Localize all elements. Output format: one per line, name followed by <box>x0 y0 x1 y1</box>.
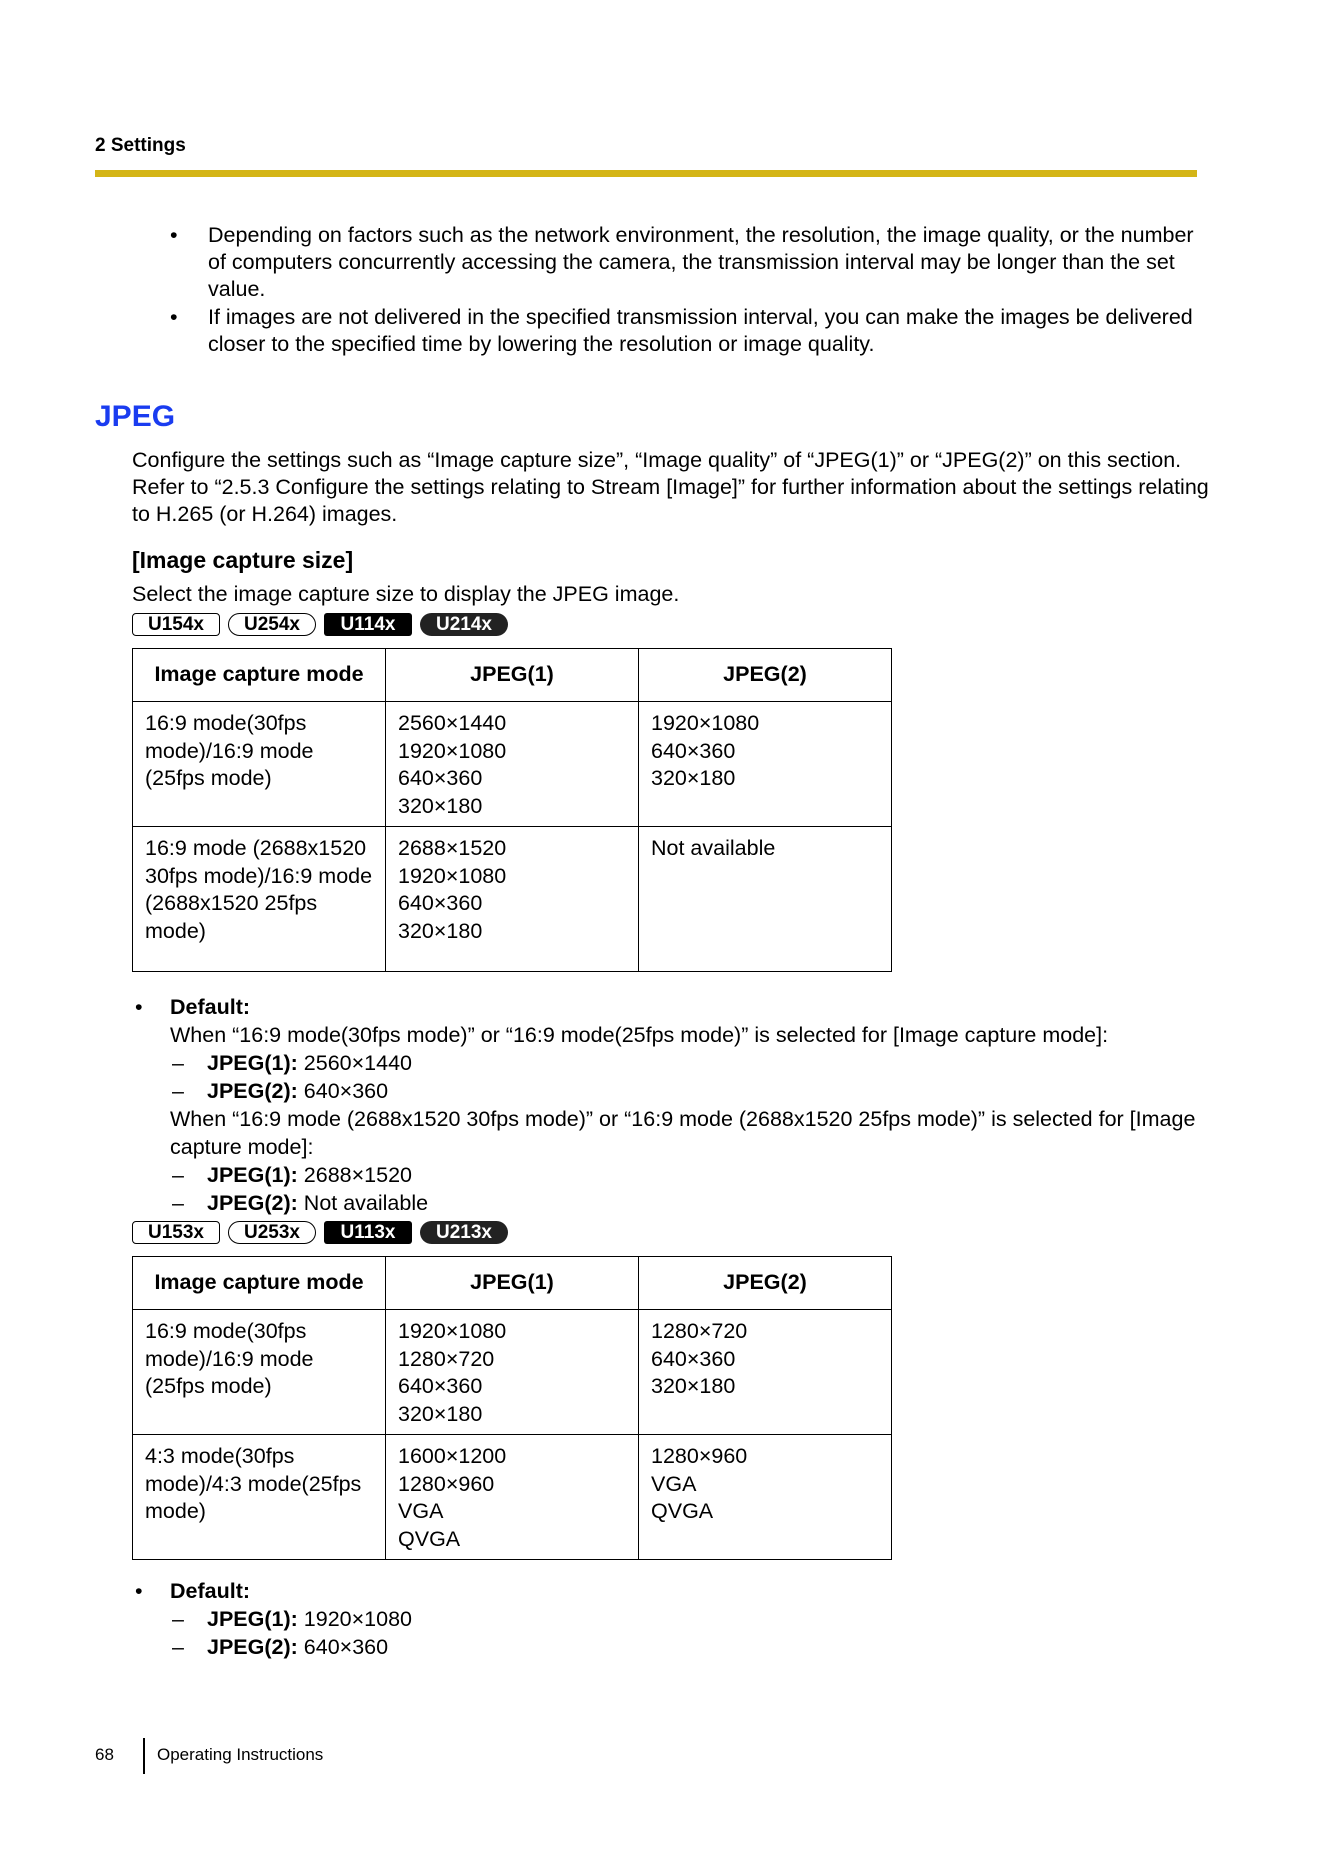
default-value: – JPEG(1): 2560×1440 <box>172 1051 412 1075</box>
model-badge: U113x <box>324 1221 412 1244</box>
cell-value: 1920×1080 <box>651 711 760 735</box>
defaults-group2 <box>132 1577 1212 1661</box>
value-label: JPEG(1): <box>207 1051 298 1075</box>
note-item: • Depending on factors such as the network environment, the resolution, the image quality, or the number of computers concurrently accessing the camera, the transmission interval may be longer than the set value. <box>170 223 1194 301</box>
column-header: Image capture mode <box>133 1257 386 1310</box>
table-header-row <box>133 649 892 702</box>
default-value: – JPEG(1): 2688×1520 <box>172 1163 412 1187</box>
table-cell: 16:9 mode(30fps mode)/16:9 mode (25fps mode) <box>133 1310 386 1435</box>
table-cell <box>386 1435 639 1560</box>
value-label: JPEG(2): <box>207 1191 298 1215</box>
jpeg-section-title: JPEG <box>95 400 176 433</box>
cell-value: 640×360 <box>398 1374 483 1398</box>
column-header: JPEG(2) <box>639 649 892 702</box>
cell-value: 640×360 <box>651 738 736 763</box>
model-badge: U214x <box>420 613 508 636</box>
model-badge: U253x <box>228 1221 316 1244</box>
cell-value: VGA <box>651 1471 697 1496</box>
image-capture-size-heading: [Image capture size] <box>132 547 354 573</box>
cell-value: 1600×1200 <box>398 1444 507 1468</box>
default-value: – JPEG(2): Not available <box>172 1191 429 1215</box>
footer-divider <box>143 1738 145 1774</box>
note-text: If images are not delivered in the specified transmission interval, you can make the images be delivered closer to the specified time by lowering the resolution or image quality. <box>208 305 1193 356</box>
table-cell <box>386 827 639 972</box>
table-cell <box>639 827 892 972</box>
cell-value: 1280×960 <box>398 1471 495 1496</box>
cell-value: Not available <box>651 836 776 860</box>
default-item: • Default: <box>135 995 251 1019</box>
table-row <box>133 827 892 972</box>
table-cell: 16:9 mode(30fps mode)/16:9 mode (25fps mode) <box>133 702 386 827</box>
cell-value: 320×180 <box>398 793 483 818</box>
cell-value: 2688×1520 <box>398 836 507 860</box>
column-header: JPEG(2) <box>639 1257 892 1310</box>
document-title: Operating Instructions <box>157 1745 324 1764</box>
model-badge: U114x <box>324 613 412 636</box>
table-header-row <box>133 1257 892 1310</box>
cell-value: 1920×1080 <box>398 863 507 888</box>
cell-value: QVGA <box>651 1499 714 1523</box>
jpeg-intro: Configure the settings such as “Image capture size”, “Image quality” of “JPEG(1)” or “JPEG(2)” on this section. Refer to “2.5.3 Configure the settings relating to Stream [Image]” for further information about the settings relating to H.265 (or H.264) images. <box>132 448 1209 526</box>
value-label: JPEG(2): <box>207 1079 298 1103</box>
cell-value: 320×180 <box>398 1401 483 1426</box>
cell-value: 1280×720 <box>398 1346 495 1371</box>
cell-value: 1280×960 <box>651 1444 748 1468</box>
default-condition: When “16:9 mode (2688x1520 30fps mode)” or “16:9 mode (2688x1520 25fps mode)” is selected for [Image capture mode]: <box>170 1107 1196 1159</box>
cell-value: 320×180 <box>398 918 483 943</box>
note-text: Depending on factors such as the network environment, the resolution, the image quality, or the number of computers concurrently accessing the camera, the transmission interval may be longer than the set value. <box>208 223 1194 301</box>
section-header: 2 Settings <box>95 135 186 156</box>
cell-value: 640×360 <box>398 766 483 790</box>
value-label: JPEG(2): <box>207 1635 298 1659</box>
cell-value: 640×360 <box>651 1346 736 1371</box>
model-badge: U213x <box>420 1221 508 1244</box>
note-item: • If images are not delivered in the specified transmission interval, you can make the images be delivered closer to the specified time by lowering the resolution or image quality. <box>170 305 1193 356</box>
cell-value: 320×180 <box>651 766 736 790</box>
value-text: 640×360 <box>297 1079 389 1103</box>
table-cell: 16:9 mode (2688x1520 30fps mode)/16:9 mode (2688x1520 25fps mode) <box>133 827 386 972</box>
value-text: 2560×1440 <box>297 1051 412 1075</box>
column-header: JPEG(1) <box>386 649 639 702</box>
table-cell <box>639 1310 892 1435</box>
default-label: Default: <box>170 1579 251 1603</box>
defaults-group1 <box>132 993 1212 1217</box>
value-text: 640×360 <box>297 1635 389 1659</box>
cell-value: 320×180 <box>651 1374 736 1398</box>
model-badges-group2 <box>132 1221 508 1244</box>
cell-value: 1920×1080 <box>398 1319 507 1343</box>
default-condition: When “16:9 mode(30fps mode)” or “16:9 mode(25fps mode)” is selected for [Image capture mode]: <box>170 1023 1109 1047</box>
value-text: 1920×1080 <box>297 1607 412 1631</box>
table-cell <box>386 1310 639 1435</box>
header-rule <box>95 170 1197 177</box>
cell-value: 1920×1080 <box>398 738 507 763</box>
value-label: JPEG(1): <box>207 1607 298 1631</box>
capture-size-table-group1 <box>132 648 892 972</box>
cell-value: QVGA <box>398 1526 461 1551</box>
table-row <box>133 1310 892 1435</box>
table-cell <box>386 702 639 827</box>
table-row <box>133 702 892 827</box>
table-cell: 4:3 mode(30fps mode)/4:3 mode(25fps mode) <box>133 1435 386 1560</box>
table-cell <box>639 702 892 827</box>
cell-value: 640×360 <box>398 891 483 915</box>
value-text: Not available <box>297 1191 429 1215</box>
page-number: 68 <box>95 1745 114 1764</box>
table-row <box>133 1435 892 1560</box>
default-value: – JPEG(1): 1920×1080 <box>172 1607 412 1631</box>
default-item: • Default: <box>135 1579 251 1603</box>
cell-value: 1280×720 <box>651 1319 748 1343</box>
model-badge: U254x <box>228 613 316 636</box>
value-text: 2688×1520 <box>297 1163 412 1187</box>
default-value: – JPEG(2): 640×360 <box>172 1635 389 1659</box>
cell-value: VGA <box>398 1499 444 1523</box>
cell-value: 2560×1440 <box>398 711 507 735</box>
value-label: JPEG(1): <box>207 1163 298 1187</box>
image-capture-size-description: Select the image capture size to display the JPEG image. <box>132 582 680 606</box>
table-cell <box>639 1435 892 1560</box>
default-label: Default: <box>170 995 251 1019</box>
model-badge: U153x <box>132 1221 220 1244</box>
default-value: – JPEG(2): 640×360 <box>172 1079 389 1103</box>
model-badges-group1 <box>132 613 508 636</box>
capture-size-table-group2 <box>132 1256 892 1560</box>
note-list <box>170 222 1200 359</box>
column-header: JPEG(1) <box>386 1257 639 1310</box>
column-header: Image capture mode <box>133 649 386 702</box>
model-badge: U154x <box>132 613 220 636</box>
